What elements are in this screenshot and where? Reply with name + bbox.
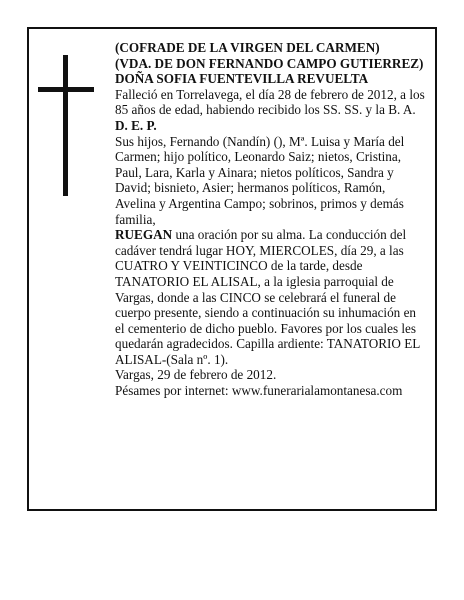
family-list: Sus hijos, Fernando (Nandín) (), Mª. Luisa y María del Carmen; hijo político, Leonardo Saiz; nietos, Cristina, Paul, Lara, Karla y Ainara; nietos políticos, Sandra y David; bisnieto, Asier; hermanos políticos, Ramón, Avelina y Argentina Campo; sobrinos, primos y demás familia, [115, 133, 405, 227]
widow-line: (VDA. DE DON FERNANDO CAMPO GUTIERREZ) [115, 55, 424, 71]
cross-vertical-bar [63, 55, 68, 196]
deceased-name: DOÑA SOFIA FUENTEVILLA REVUELTA [115, 71, 369, 87]
confraternity-line: (COFRADE DE LA VIRGEN DEL CARMEN) [115, 40, 380, 55]
condolences-line: Pésames por internet: www.funerarialamontanesa.com [115, 383, 403, 399]
place-date: Vargas, 29 de febrero de 2012. [115, 367, 277, 383]
ruegan-text: una oración por su alma. La conducción del cadáver tendrá lugar HOY, MIERCOLES, día 29, a las CUATRO Y VEINTICINCO de la tarde, desde TANATORIO EL ALISAL, a la iglesia parroquial de Vargas, donde a las CINCO se celebrará el funeral de cuerpo presente, siendo a continuación su inhumación en el cementerio de dicho pueblo. Favores por los cuales les quedarán agradecidos. Capilla ardiente: TANATORIO EL ALISAL-(Sala nº. 1). [115, 227, 420, 367]
ruegan-label: RUEGAN [115, 227, 173, 243]
obituary-text [115, 40, 425, 399]
ruegan-paragraph [115, 227, 425, 367]
rip-line: D. E. P. [115, 117, 157, 133]
cross-horizontal-bar [38, 87, 94, 92]
death-notice: Falleció en Torrelavega, el día 28 de febrero de 2012, a los 85 años de edad, habiendo recibido los SS. SS. y la B. A. [115, 86, 425, 118]
